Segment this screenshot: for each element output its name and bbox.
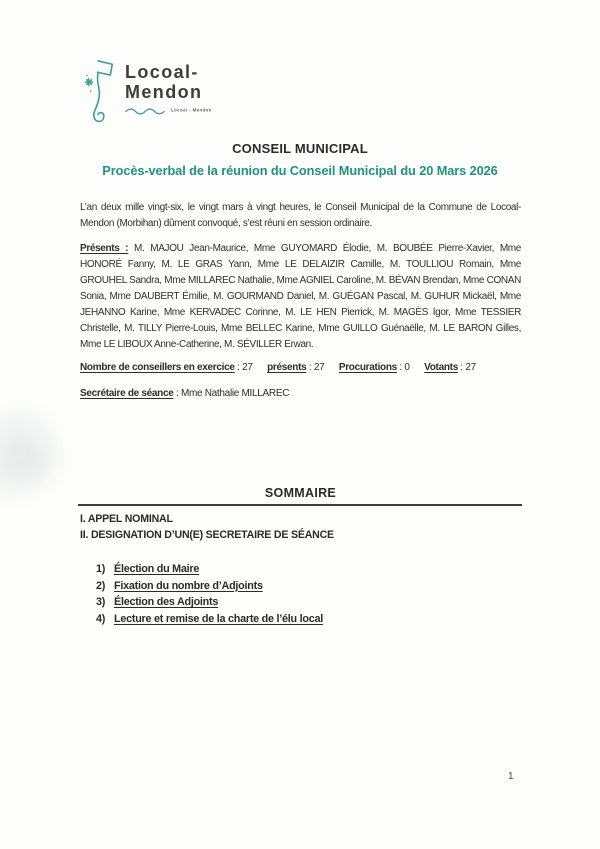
attendees-label: Présents : (80, 243, 129, 254)
logo-subrow (125, 106, 228, 115)
secretary-line: Secrétaire de séance : Mme Nathalie MILLAREC (80, 388, 290, 399)
intro-paragraph: L’an deux mille vingt-six, le vingt mars à vingt heures, le Conseil Municipal de la Commune de Locoal-Mendon (Morbihan) dûment convoqué, s’est réuni en session ordinaire. (80, 202, 521, 229)
document-title: CONSEIL MUNICIPAL (232, 141, 368, 156)
counter-exercice: Nombre de conseillers en exercice : 27 (80, 362, 253, 373)
sommaire-list (96, 561, 516, 627)
sommaire-divider (78, 504, 522, 506)
counter-procurations: Procurations : 0 (338, 362, 410, 373)
logo-name-line1: Locoal- (125, 62, 199, 82)
menhir-icon (84, 56, 116, 128)
document-subtitle: Procès-verbal de la réunion du Conseil Municipal du 20 Mars 2026 (102, 163, 498, 178)
logo-text (125, 56, 228, 115)
scan-smudge-artifact (0, 408, 80, 508)
counters-line (80, 362, 521, 373)
logo-tagline: Locoal - Mendon (171, 108, 212, 113)
wave-icon (125, 106, 167, 115)
logo-name-line2: Mendon (125, 82, 203, 102)
attendees-paragraph (80, 241, 521, 353)
attendees-names: M. MAJOU Jean-Maurice, Mme GUYOMARD Élodie, M. BOUBÉE Pierre-Xavier, Mme HONORÉ Fanny, M. LE GRAS Yann, Mme LE DELAIZIR Camille, M. TOULLIOU Romain, Mme GROUHEL Sandra, Mme MILLAREC Nathalie, Mme AGNIEL Caroline, M. BÉVAN Brendan, Mme CONAN Sonia, Mme DAUBERT Émilie, M. GOURMAND Daniel, M. GUÉGAN Pascal, M. GUHUR Mickaël, Mme JEHANNO Karine, Mme KERVADEC Corinne, M. LE HEN Pierrick, M. MAGÈS Igor, Mme TESSIER Christelle, M. TILLY Pierre-Louis, Mme BELLEC Karine, Mme GUILLO Guénaëlle, M. LE BARON Gilles, Mme LE LIBOUX Anne-Catherine, M. SÉVILLER Erwan. (80, 243, 521, 350)
section-designation-secretaire: II. DESIGNATION D’UN(E) SECRETAIRE DE SÉANCE (80, 528, 334, 541)
counter-presents: présents : 27 (267, 362, 325, 373)
secretary-name: Mme Nathalie MILLAREC (180, 388, 290, 399)
toc-item-charte-elu: 4) Lecture et remise de la charte de l’élu local (96, 612, 323, 625)
sommaire-title: SOMMAIRE (264, 486, 337, 500)
logo (84, 56, 228, 128)
section-appel-nominal: I. APPEL NOMINAL (80, 513, 173, 525)
secretary-label: Secrétaire de séance (80, 388, 174, 399)
page-number: 1 (508, 771, 514, 782)
sommaire-sections (80, 512, 521, 543)
toc-item-election-adjoints: 3) Élection des Adjoints (96, 596, 219, 608)
toc-item-nombre-adjoints: 2) Fixation du nombre d’Adjoints (96, 579, 263, 592)
counter-votants: Votants : 27 (424, 362, 476, 373)
toc-item-election-maire: 1) Élection du Maire (96, 563, 200, 575)
